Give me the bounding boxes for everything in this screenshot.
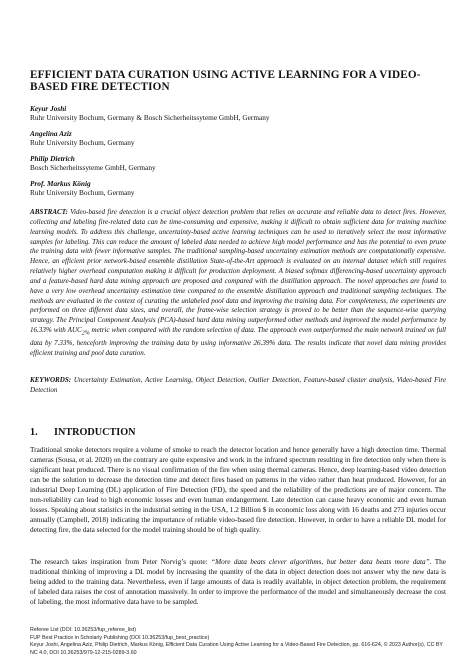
abstract-label: ABSTRACT:: [30, 208, 68, 216]
footer-line: FUP Best Practice in Scholarly Publishing (DOI 10.36253/fup_best_practice): [30, 634, 210, 641]
author-affiliation: Ruhr University Bochum, Germany: [30, 188, 135, 198]
footer-citation: Keyur Joshi, Angelina Aziz, Philip Dietrich, Markus König, Efficient Data Curation Using Active Learning for a Video-Based Fire Detection, pp. 616-624, © 2023 Author(s), CC BY NC 4.0, DOI 10.36253/979-12-215-0289-3.60: [30, 642, 443, 656]
norvig-quote: “More data beats clever algorithms, but better data beats more data”: [211, 558, 430, 566]
abstract: [30, 208, 446, 359]
abstract-text: Video-based fire detection is a crucial object detection problem that relies on accurate and reliable data to detect fires. However, collecting and labeling fire-related data can be time-consuming and expensive, making it difficult to obtain sufficient data for training machine learning models. To address this challenge, uncertainty-based active learning techniques can be used to iteratively select the most informative samples for labeling. This can reduce the amount of labeled data needed to achieve high model performance and has the potential to even prune the training data with fewer informative samples. The traditional sampling-based uncertainty estimation methods are computationally expensive. Hence, an efficient prior network-based ensemble distillation State-of-the-Art approach is evaluated on an internal dataset which still requires relatively higher overhead computation making it difficult for production deployment. A biased softmax differencing-based uncertainty approach and a feature-based hard data mining approach are proposed and compared with the distillation approach. The novel approaches are found to have a very low overhead uncertainty estimation time compared to the ensemble distillation approach and traditional sampling techniques. The methods are evaluated in the context of curating the unlabeled pool data and improving the training data. For completeness, the experiments are performed on three different data sizes, and overall, the frame-wise selection strategy is proved to be better than the sequence-wise querying strategy. The Principal Component Analysis (PCA)-based hard data mining outperformed other methods and improved the model performance by 16.33% with AUC: [30, 208, 446, 335]
section-heading: [30, 427, 136, 439]
footer-line: Referee List (DOI: 10.36253/fup_referee_list): [30, 627, 136, 633]
author-block: [30, 154, 450, 173]
keywords: [30, 376, 446, 396]
author-name: Philip Dietrich: [30, 154, 75, 163]
author-affiliation: Ruhr University Bochum, Germany & Bosch Sicherheitssyteme GmbH, Germany: [30, 113, 270, 123]
section-title: INTRODUCTION: [54, 427, 136, 438]
author-name: Angelina Aziz: [30, 129, 72, 138]
paragraph-text: The research takes inspiration from Peter Norvig’s quote:: [30, 558, 212, 566]
author-affiliation: Ruhr University Bochum, Germany: [30, 138, 135, 148]
paper-title: EFFICIENT DATA CURATION USING ACTIVE LEARNING FOR A VIDEO-BASED FIRE DETECTION: [30, 69, 421, 93]
page-footer: [30, 627, 450, 657]
body-paragraph: Traditional smoke detectors require a volume of smoke to reach the detector location and hence generally have a high detection time. Thermal cameras (Sousa, et al. 2020) on the contrary are quite expensive and work in the infrared spectrum resulting in fire detection only when there is significant heat produced. There is no visual confirmation of the fire when using thermal cameras. Hence, deep learning-based video detection can be the solution to decrease the detection time and detect fires based on patterns in the video rather than heat produced. However, for an industrial Deep Learning (DL) application of Fire Detection (FD), the speed and the reliability of the predictions are of major concern. The non-reliability can lead to high economic losses and even human endangerment. Late detection can cause heavy economic and even human losses. Speaking about statistics in the industrial setting in the USA, 1.2 Billion $ in economic loss along with 16 deaths and 273 injuries occur annually (Campbell, 2018) indicating the importance of reliable video-based fire detection. However, in order to have a reliable DL model for detecting fire, the data selected for the model training should be of high quality.: [30, 446, 446, 534]
abstract-text-end: metric when compared with the random selection of data. The approach even outperformed the main network trained on full data by 7.33%, henceforth improving the training data by using informative 26.39% data. The results indicate that novel data mining provides efficient training and pool data curation.: [30, 326, 446, 358]
author-block: [30, 104, 450, 123]
keywords-label: KEYWORDS:: [30, 376, 72, 384]
author-name: Keyur Joshi: [30, 104, 67, 113]
author-block: [30, 129, 450, 148]
paragraph-text-end: . The traditional thinking of improving a DL model by increasing the quantity of the data in object detection does not answer why the new data is being added to the training data. Nevertheless, even if large amounts of data is readily available, in object detection problem, the requirement of labeled data raises the cost of annotation massively. In order to improve the performance of the model and simultaneously decrease the cost of labeling, the most informative data have to be sampled.: [30, 558, 446, 606]
author-block: [30, 179, 450, 198]
author-affiliation: Bosch Sicherheitssyteme GmbH, Germany: [30, 163, 156, 173]
keywords-text: Uncertainty Estimation, Active Learning, Object Detection, Outlier Detection, Feature-based cluster analysis, Video-based Fire Detection: [30, 376, 446, 394]
abstract-subscript: 2%: [81, 330, 90, 337]
section-number: 1.: [30, 427, 38, 438]
author-name: Prof. Markus König: [30, 179, 91, 188]
body-paragraph: [30, 558, 446, 608]
